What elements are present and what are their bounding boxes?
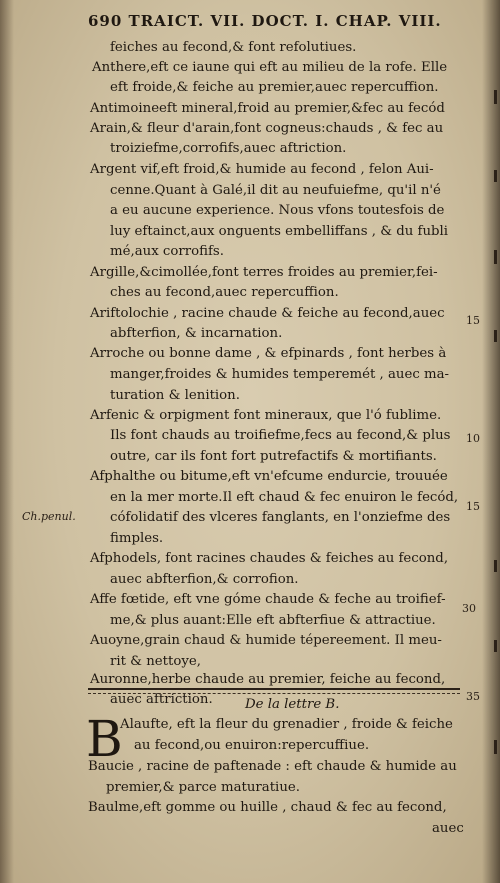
edge-mark xyxy=(494,330,497,342)
text-line: mé,aux corrofifs. xyxy=(110,244,224,259)
section-rule xyxy=(88,688,460,690)
text-line: rit & nettoye, xyxy=(110,654,201,669)
section-heading: De la lettre B. xyxy=(245,697,340,712)
text-line: abfterfion, & incarnation. xyxy=(110,326,283,341)
text-line: cófolidatif des vlceres fanglants, en l'onziefme des xyxy=(110,510,451,525)
text-line: Arfenic & orpigment font mineraux, que l'ó fublime. xyxy=(90,408,442,423)
running-header xyxy=(88,12,442,30)
page-edge-shadow xyxy=(482,0,500,883)
edge-mark xyxy=(494,90,497,104)
text-line: Arain,& fleur d'arain,font cogneus:chauds , & fec au xyxy=(90,121,444,136)
text-line: Anthere,eft ce iaune qui eft au milieu de la rofe. Elle xyxy=(92,60,448,75)
line-number: 35 xyxy=(466,690,480,703)
line-number: 15 xyxy=(466,500,480,513)
section-rule-dashed xyxy=(88,693,460,694)
text-line: Arroche ou bonne dame , & efpinards , font herbes à xyxy=(90,346,447,361)
edge-mark xyxy=(494,170,497,182)
line-number: 15 xyxy=(466,314,480,327)
text-line: Antimoineeft mineral,froid au premier,&fec au fecód xyxy=(90,101,445,116)
edge-mark xyxy=(494,640,497,652)
text-line: Argent vif,eft froid,& humide au fecond , felon Aui- xyxy=(90,162,434,177)
text-line: Argille,&cimollée,font terres froides au premier,fei- xyxy=(90,265,438,280)
text-line: Ariftolochie , racine chaude & feiche au fecond,auec xyxy=(90,306,445,321)
text-line: outre, car ils font fort putrefactifs & mortifiants. xyxy=(110,449,437,464)
text-line: troiziefme,corrofifs,auec aftriction. xyxy=(110,141,347,156)
text-line: auec aftriction. xyxy=(110,692,213,707)
text-line: en la mer morte.Il eft chaud & fec enuiron le fecód, xyxy=(110,490,459,505)
text-line: cenne.Quant à Galé,il dit au neufuiefme, qu'il n'é xyxy=(110,183,441,198)
text-line: premier,& parce maturatiue. xyxy=(106,780,300,795)
line-number: 30 xyxy=(462,602,476,615)
text-line: au fecond,ou enuiron:repercuffiue. xyxy=(134,738,370,753)
text-line: Ils font chauds au troifiefme,fecs au fecond,& plus xyxy=(110,428,451,443)
text-line: Alaufte, eft la fleur du grenadier , froide & feiche xyxy=(120,717,453,732)
text-line: Baucie , racine de paftenade : eft chaude & humide au xyxy=(88,759,457,774)
text-line: eft froide,& feiche au premier,auec repercuffion. xyxy=(110,80,439,95)
margin-note: Ch.penul. xyxy=(22,510,76,523)
text-line: me,& plus auant:Elle eft abfterfiue & attractiue. xyxy=(110,613,436,628)
text-line: Auronne,herbe chaude au premier, feiche au fecond, xyxy=(90,672,446,687)
edge-mark xyxy=(494,250,497,264)
text-line: Baulme,eft gomme ou huille , chaud & fec au fecond, xyxy=(88,800,447,815)
running-title: TRAICT. VII. DOCT. I. CHAP. VIII. xyxy=(128,12,442,30)
text-line: auec abfterfion,& corrofion. xyxy=(110,572,299,587)
text-line: manger,froides & humides temperemét , auec ma- xyxy=(110,367,450,382)
catchword: auec xyxy=(432,821,464,836)
text-line: Auoyne,grain chaud & humide tépereement. Il meu- xyxy=(90,633,442,648)
edge-mark xyxy=(494,740,497,754)
text-line: ches au fecond,auec repercuffion. xyxy=(110,285,339,300)
text-line: turation & lenition. xyxy=(110,388,240,403)
text-line: feiches au fecond,& font refolutiues. xyxy=(110,40,357,55)
text-line: fimples. xyxy=(110,531,164,546)
text-line: Afphalthe ou bitume,eft vn'efcume endurcie, trouuée xyxy=(90,469,448,484)
edge-mark xyxy=(494,560,497,572)
text-line: Afphodels, font racines chaudes & feiches au fecond, xyxy=(90,551,449,566)
text-line: luy eftainct,aux onguents embelliffans , & du fubli xyxy=(110,224,449,239)
text-line: Affe fœtide, eft vne góme chaude & feche au troifief- xyxy=(90,592,446,607)
line-number: 10 xyxy=(466,432,480,445)
gutter-shadow xyxy=(0,0,14,883)
page-number: 690 xyxy=(88,12,123,30)
dropcap-letter: B xyxy=(86,710,123,768)
text-line: a eu aucune experience. Nous vfons toutesfois de xyxy=(110,203,445,218)
